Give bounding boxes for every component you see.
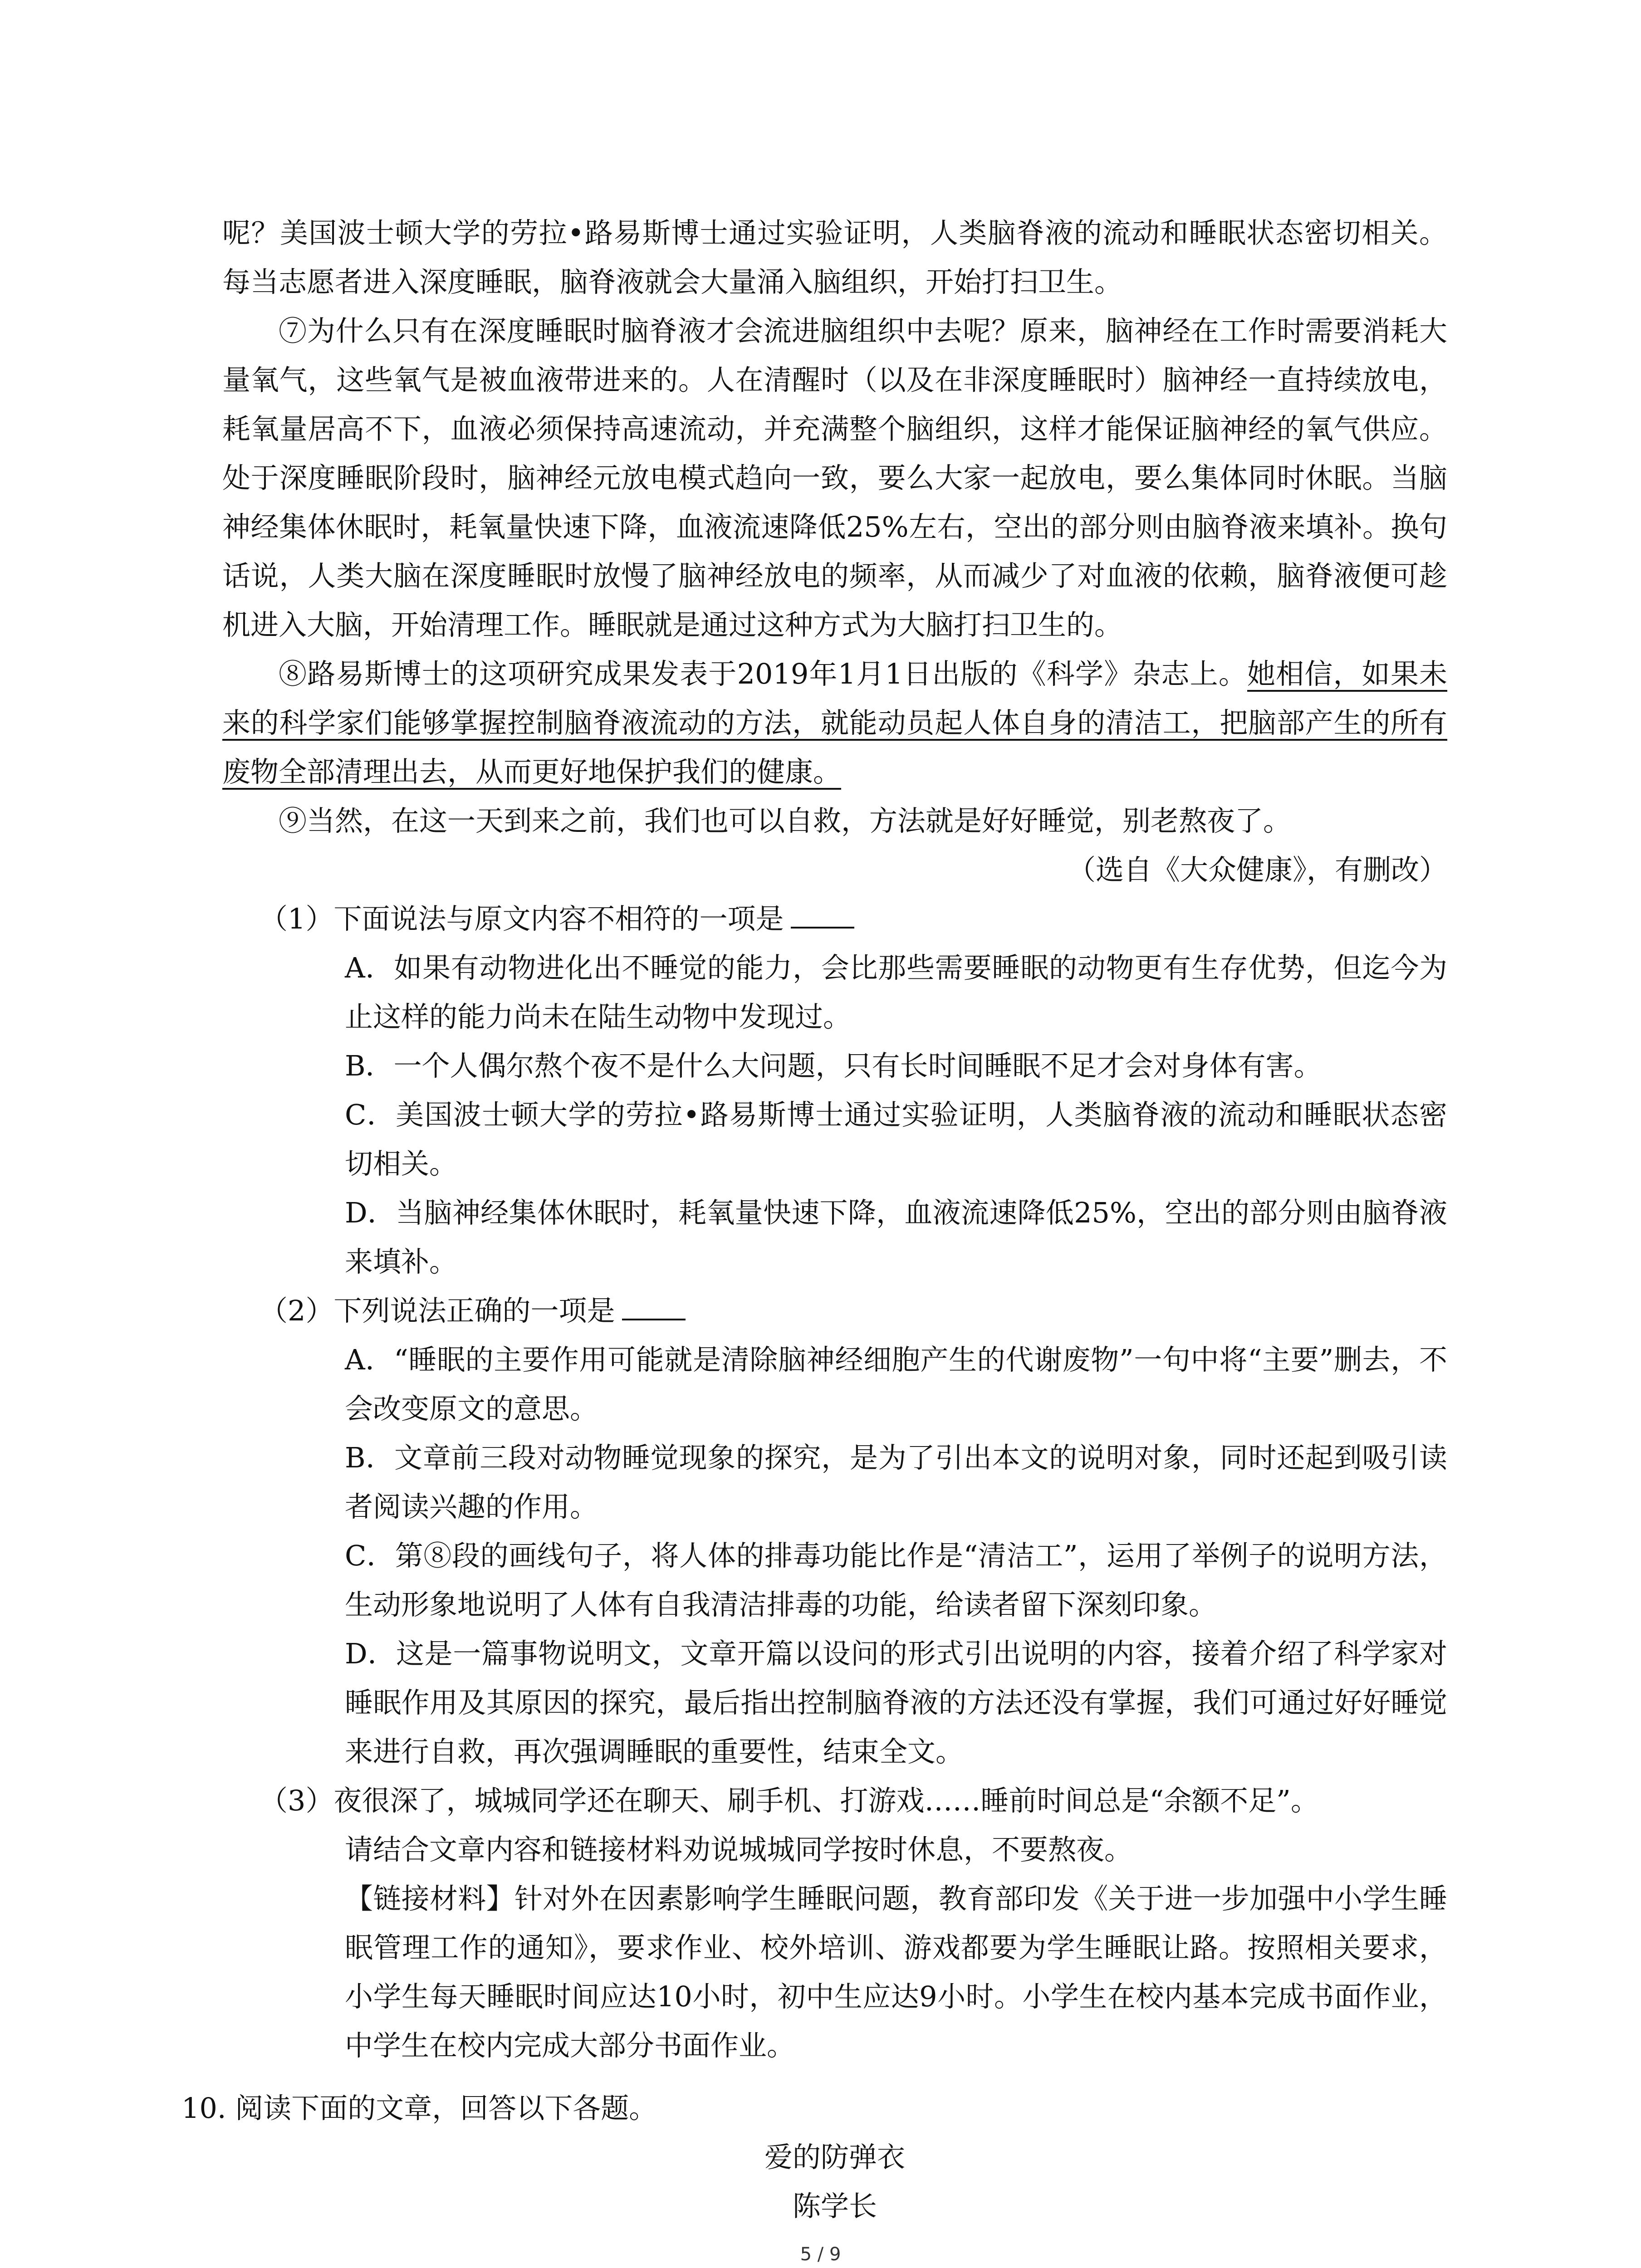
paragraph-8-text: ⑧路易斯博士的这项研究成果发表于2019年1月1日出版的《科学》杂志上。 (279, 657, 1248, 690)
question-2-option-d: D．这是一篇事物说明文，文章开篇以设问的形式引出说明的内容，接着介绍了科学家对睡眠作用及其原因的探究，最后指出控制脑脊液的方法还没有掌握，我们可通过好好睡觉来进行自救，再次强调睡眠的重要性，结束全文。 (345, 1637, 1447, 1768)
article-source: （选自《大众健康》，有删改） (1067, 853, 1447, 886)
question-3-instruction: 请结合文章内容和链接材料劝说城城同学按时休息，不要熬夜。 (345, 1833, 1133, 1866)
page-number: 5 / 9 (800, 2244, 841, 2265)
question-1-option-c: C．美国波士顿大学的劳拉•路易斯博士通过实验证明，人类脑脊液的流动和睡眠状态密切相关。 (345, 1098, 1447, 1180)
paragraph-8-underlined-sentence: 她相信，如果未来的科学家们能够掌握控制脑脊液流动的方法，就能动员起人体自身的清洁工，把脑部产生的所有废物全部清理出去，从而更好地保护我们的健康。 (222, 657, 1447, 788)
paragraph-continued: 呢？美国波士顿大学的劳拉•路易斯博士通过实验证明，人类脑脊液的流动和睡眠状态密切相关。每当志愿者进入深度睡眠，脑脊液就会大量涌入脑组织，开始打扫卫生。 (222, 216, 1447, 298)
article-author: 陈学长 (792, 2190, 877, 2223)
paragraph-9: ⑨当然，在这一天到来之前，我们也可以自救，方法就是好好睡觉，别老熬夜了。 (279, 804, 1292, 837)
question-2-option-b: B．文章前三段对动物睡觉现象的探究，是为了引出本文的说明对象，同时还起到吸引读者阅读兴趣的作用。 (345, 1441, 1447, 1523)
question-2-option-a: A．“睡眠的主要作用可能就是清除脑神经细胞产生的代谢废物”一句中将“主要”删去，不会改变原文的意思。 (345, 1343, 1447, 1425)
question-1-option-a: A．如果有动物进化出不睡觉的能力，会比那些需要睡眠的动物更有生存优势，但迄今为止这样的能力尚未在陆生动物中发现过。 (345, 951, 1447, 1033)
question-2-stem (260, 1286, 1447, 1335)
paragraph-7: ⑦为什么只有在深度睡眠时脑脊液才会流进脑组织中去呢？原来，脑神经在工作时需要消耗大量氧气，这些氧气是被血液带进来的。人在清醒时（以及在非深度睡眠时）脑神经一直持续放电，耗氧量居高不下，血液必须保持高速流动，并充满整个脑组织，这样才能保证脑神经的氧气供应。处于深度睡眠阶段时，脑神经元放电模式趋向一致，要么大家一起放电，要么集体同时休眠。当脑神经集体休眠时，耗氧量快速下降，血液流速降低25%左右，空出的部分则由脑脊液来填补。换句话说，人类大脑在深度睡眠时放慢了脑神经放电的频率，从而减少了对血液的依赖，脑脊液便可趁机进入大脑，开始清理工作。睡眠就是通过这种方式为大脑打扫卫生的。 (222, 314, 1447, 641)
question-2-answer-blank[interactable] (622, 1291, 686, 1320)
question-2-text: （2）下列说法正确的一项是 (260, 1294, 615, 1327)
question-1-text: （1）下面说法与原文内容不相符的一项是 (260, 902, 784, 935)
question-1-stem (260, 894, 1447, 943)
document-content (181, 209, 1447, 2231)
question-3-link-material: 【链接材料】针对外在因素影响学生睡眠问题，教育部印发《关于进一步加强中小学生睡眠管理工作的通知》，要求作业、校外培训、游戏都要为学生睡眠让路。按照相关要求，小学生每天睡眠时间应达10小时，初中生应达9小时。小学生在校内基本完成书面作业，中学生在校内完成大部分书面作业。 (345, 1882, 1447, 2062)
question-1-option-b: B．一个人偶尔熬个夜不是什么大问题，只有长时间睡眠不足才会对身体有害。 (345, 1049, 1322, 1082)
question-3-stem: （3）夜很深了，城城同学还在聊天、刷手机、打游戏……睡前时间总是“余额不足”。 (260, 1784, 1319, 1817)
question-1-answer-blank[interactable] (791, 899, 854, 929)
paragraph-8 (222, 650, 1447, 797)
question-10-heading: 10. 阅读下面的文章，回答以下各题。 (181, 2092, 657, 2125)
question-1-option-d: D．当脑神经集体休眠时，耗氧量快速下降，血液流速降低25%，空出的部分则由脑脊液来填补。 (345, 1196, 1447, 1278)
question-2-option-c: C．第⑧段的画线句子，将人体的排毒功能比作是“清洁工”，运用了举例子的说明方法，生动形象地说明了人体有自我清洁排毒的功能，给读者留下深刻印象。 (345, 1539, 1447, 1621)
article-title: 爱的防弹衣 (764, 2141, 905, 2174)
